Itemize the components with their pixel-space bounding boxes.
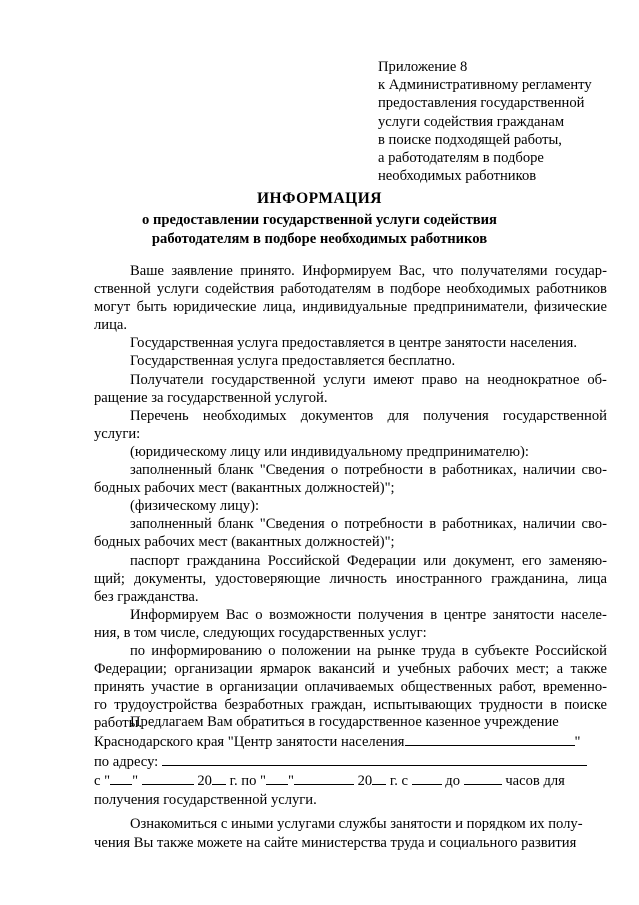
body-line: лица.	[94, 317, 128, 334]
document-title: ИНФОРМАЦИЯ	[257, 190, 382, 207]
body-line: без гражданства.	[94, 588, 199, 605]
body-line: могут быть юридические лица, индивидуальные предприниматели, физические	[94, 299, 607, 316]
time-to-label: до	[445, 773, 461, 790]
body-line: работы.	[94, 715, 143, 732]
date-to-close: "	[287, 773, 294, 790]
body-line: (физическому лицу):	[130, 498, 260, 515]
center-name-blank[interactable]	[405, 732, 575, 746]
form-line-2-quote: "	[574, 733, 581, 750]
footer-line: Ознакомиться с иными услугами службы занятости и порядком их полу-	[130, 816, 583, 832]
time-to-blank[interactable]	[464, 771, 502, 785]
body-line: заполненный бланк "Сведения о потребности в работниках, наличии сво-	[130, 516, 607, 533]
appendix-line: в поиске подходящей работы,	[378, 131, 562, 148]
body-line: ращение за государственной услугой.	[94, 389, 328, 406]
body-line: Федерации; организации ярмарок вакансий и учебных рабочих мест; а также	[94, 661, 607, 678]
form-line-1: Предлагаем Вам обратиться в государственное казенное учреждение	[130, 714, 559, 730]
body-line: Информируем Вас о возможности получения в центре занятости населе-	[130, 606, 607, 623]
month-from-blank[interactable]	[142, 771, 194, 785]
form-line-3	[94, 752, 607, 772]
body-line: Получатели государственной услуги имеют право на неоднократное об-	[130, 371, 607, 388]
body-line: бодных рабочих мест (вакантных должностей)";	[94, 480, 395, 497]
date-from-open: с "	[94, 773, 111, 790]
body-line: бодных рабочих мест (вакантных должностей)";	[94, 534, 395, 551]
form-line-2	[94, 732, 607, 752]
form-line-4	[94, 771, 607, 791]
year-to-prefix: 20	[357, 773, 373, 790]
time-from-label: г. с	[389, 773, 408, 790]
day-from-blank[interactable]	[110, 771, 132, 785]
body-line: услуги:	[94, 425, 141, 442]
body-text	[94, 262, 607, 732]
appendix-line: а работодателям в подборе	[378, 150, 544, 167]
address-label: по адресу:	[94, 753, 159, 770]
body-line: принять участие в организации оплачиваемых общественных работ, временно-	[94, 679, 607, 696]
address-blank[interactable]	[162, 752, 587, 766]
body-line: заполненный бланк "Сведения о потребности в работниках, наличии сво-	[130, 462, 607, 479]
body-line: Ваше заявление принято. Информируем Вас, что получателями государ-	[130, 263, 607, 279]
referral-form	[94, 713, 607, 810]
body-line: Государственная услуга предоставляется бесплатно.	[130, 353, 456, 370]
footer-line: чения Вы также можете на сайте министерства труда и социального развития	[94, 835, 577, 851]
form-line-2-text: Краснодарского края "Центр занятости населения	[94, 733, 405, 750]
appendix-line: к Административному регламенту	[378, 77, 592, 94]
body-line: ственной услуги содействия работодателям в подборе необходимых работников	[94, 281, 607, 298]
footer-text	[94, 815, 607, 853]
hours-label: часов для	[505, 773, 565, 790]
body-line: по информированию о положении на рынке труда в субъекте Российской	[130, 642, 607, 659]
day-to-blank[interactable]	[266, 771, 288, 785]
year-from-prefix: 20	[197, 773, 212, 790]
time-from-blank[interactable]	[412, 771, 442, 785]
subtitle-line: работодателям в подборе необходимых работников	[151, 231, 488, 247]
body-line: го трудоустройства безработных граждан, испытывающих трудности в поиске	[94, 697, 607, 714]
appendix-block	[378, 58, 592, 185]
appendix-line: предоставления государственной	[378, 95, 585, 112]
body-line: щий; документы, удостоверяющие личность иностранного гражданина, лица	[94, 570, 607, 587]
date-to-open: г. по "	[229, 773, 266, 790]
appendix-line: необходимых работников	[378, 168, 537, 185]
appendix-line: услуги содействия гражданам	[378, 113, 565, 130]
body-line: ния, в том числе, следующих государственных услуг:	[94, 624, 427, 641]
appendix-line: Приложение 8	[378, 59, 468, 75]
body-line: Перечень необходимых документов для получения государственной	[130, 407, 607, 424]
body-line: паспорт гражданина Российской Федерации или документ, его заменяю-	[130, 552, 607, 569]
month-to-blank[interactable]	[294, 771, 354, 785]
year-to-blank[interactable]	[372, 771, 386, 785]
body-line: (юридическому лицу или индивидуальному предпринимателю):	[130, 443, 529, 460]
body-line: Государственная услуга предоставляется в центре занятости населения.	[130, 335, 577, 352]
form-line-5: получения государственной услуги.	[94, 792, 317, 809]
date-from-close: "	[132, 773, 139, 790]
document-subtitle	[0, 211, 639, 249]
year-from-blank[interactable]	[212, 771, 226, 785]
subtitle-line: о предоставлении государственной услуги содействия	[142, 212, 497, 228]
